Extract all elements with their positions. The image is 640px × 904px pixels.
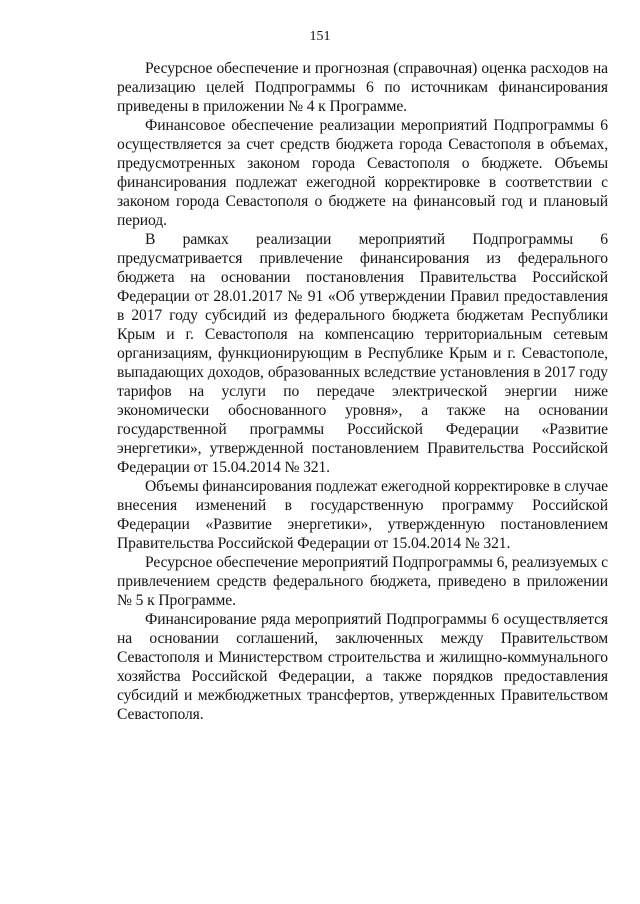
page-number: 151 [309,29,331,44]
document-body [117,59,608,724]
paragraph-appendix-5-reference: Ресурсное обеспечение мероприятий Подпрограммы 6, реализуемых с привлечением средств федерального бюджета, приведено в приложении № 5 к Программе. [117,554,608,609]
paragraph-federal-budget-financing: В рамках реализации мероприятий Подпрограммы 6 предусматривается привлечение финансирования из федерального бюджета на основании постановления Правительства Российской Федерации от 28.01.2017 № 91 «Об утверждении Правил предоставления в 2017 году субсидий из федерального бюджета бюджетам Республики Крым и г. Севастополя на компенсацию территориальным сетевым организациям, функционирующим в Республике Крым и г. Севастополе, выпадающих доходов, образованных вследствие установления в 2017 году тарифов на услуги по передаче электрической энергии ниже экономически обоснованного уровня», а также на основании государственной программы Российской Федерации «Развитие энергетики», утвержденной постановлением Правительства Российской Федерации от 15.04.2014 № 321. [117,231,608,476]
paragraph-annual-adjustment: Объемы финансирования подлежат ежегодной корректировке в случае внесения изменений в государственную программу Российской Федерации «Развитие энергетики», утвержденную постановлением Правительства Российской Федерации от 15.04.2014 № 321. [117,478,608,552]
paragraph-resource-estimate: Ресурсное обеспечение и прогнозная (справочная) оценка расходов на реализацию целей Подпрограммы 6 по источникам финансирования приведены в приложении № 4 к Программе. [117,60,608,115]
paragraph-agreements-financing: Финансирование ряда мероприятий Подпрограммы 6 осуществляется на основании соглашений, заключенных между Правительством Севастополя и Министерством строительства и жилищно-коммунального хозяйства Российской Федерации, а также порядков предоставления субсидий и межбюджетных трансфертов, утвержденных Правительством Севастополя. [117,611,608,723]
paragraph-city-budget-financing: Финансовое обеспечение реализации мероприятий Подпрограммы 6 осуществляется за счет средств бюджета города Севастополя в объемах, предусмотренных законом города Севастополя о бюджете. Объемы финансирования подлежат ежегодной корректировке в соответствии с законом города Севастополя о бюджете на финансовый год и плановый период. [117,117,608,229]
